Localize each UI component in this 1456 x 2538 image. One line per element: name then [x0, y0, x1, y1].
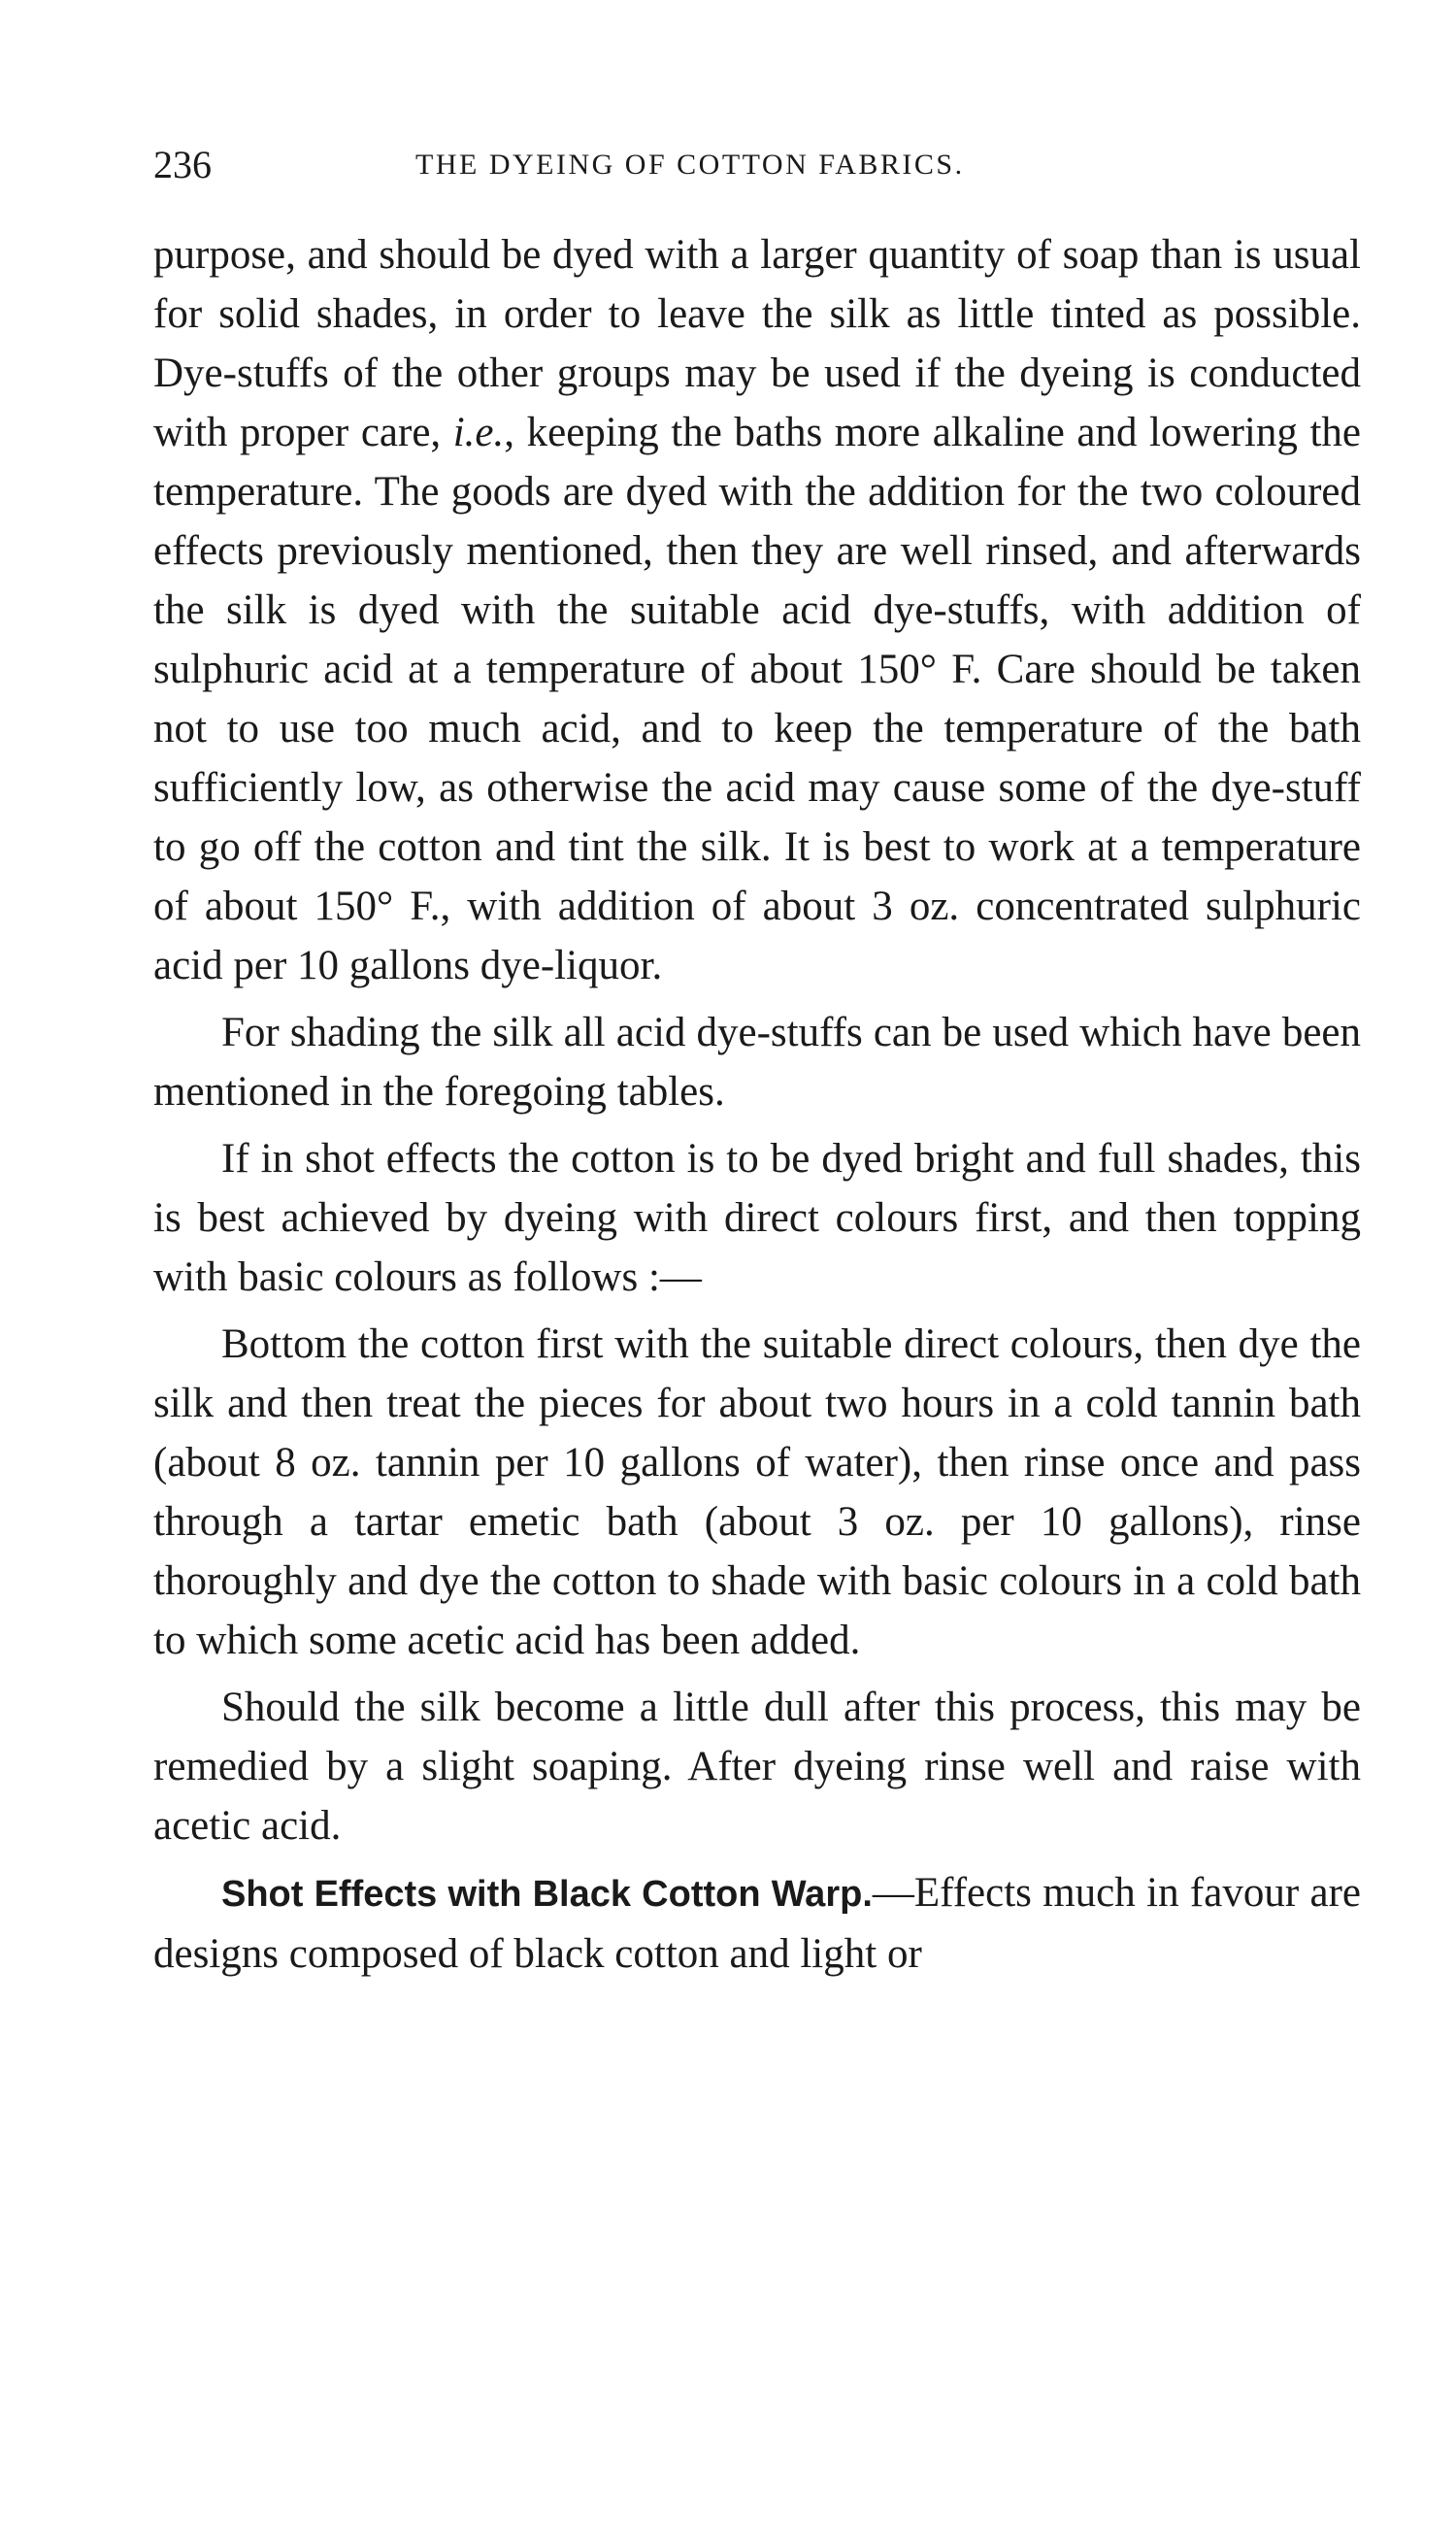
paragraph-text: purpose, and should be dyed with a larger quantity of soap than is usual for solid shades, in order to leave the silk as little tinted as possible. Dye-stuffs of the other groups may be used if the dyeing is conducted with proper care, [153, 232, 1361, 455]
paragraph-shading: For shading the silk all acid dye-stuffs can be used which have been mentioned in the foregoing tables. [153, 1010, 1361, 1115]
section-heading: Shot Effects with Black Cotton Warp. [221, 1874, 873, 1915]
paragraph-dull-silk: Should the silk become a little dull after this process, this may be remedied by a slight soaping. After dyeing rinse well and raise with acetic acid. [153, 1685, 1361, 1849]
paragraph-text: —Effects much in favour are designs composed of black cotton and light or [153, 1870, 1361, 1977]
ie-abbreviation: i.e. [452, 410, 505, 455]
running-title: THE DYEING OF COTTON FABRICS. [415, 149, 965, 181]
paragraph-black-warp [153, 1863, 1361, 1984]
page-number: 236 [153, 143, 212, 186]
paragraph-shot-effects: If in shot effects the cotton is to be dyed bright and full shades, this is best achieved by dyeing with direct colours first, and then topping with basic colours as follows :— [153, 1136, 1361, 1300]
body-text [153, 225, 1361, 1991]
paragraph-text: , keeping the baths more alkaline and lowering the temperature. The goods are dyed with the addition for the two coloured effects previously mentioned, then they are well rinsed, and afterwards the silk is dyed with the suitable acid dye-stuffs, with addition of sulphuric acid at a temperature of about 150° F. Care should be taken not to use too much acid, and to keep the temperature of the bath sufficiently low, as otherwise the acid may cause some of the dye-stuff to go off the cotton and tint the silk. It is best to work at a temperature of about 150° F., with addition of about 3 oz. concentrated sulphuric acid per 10 gallons dye-liquor. [153, 410, 1361, 988]
page-header [153, 136, 1367, 194]
paragraph-continuation [153, 225, 1361, 995]
paragraph-bottom-cotton: Bottom the cotton first with the suitable direct colours, then dye the silk and then treat the pieces for about two hours in a cold tannin bath (about 8 oz. tannin per 10 gallons of water), then rinse once and pass through a tartar emetic bath (about 3 oz. per 10 gallons), rinse thoroughly and dye the cotton to shade with basic colours in a cold bath to which some acetic acid has been added. [153, 1321, 1361, 1663]
